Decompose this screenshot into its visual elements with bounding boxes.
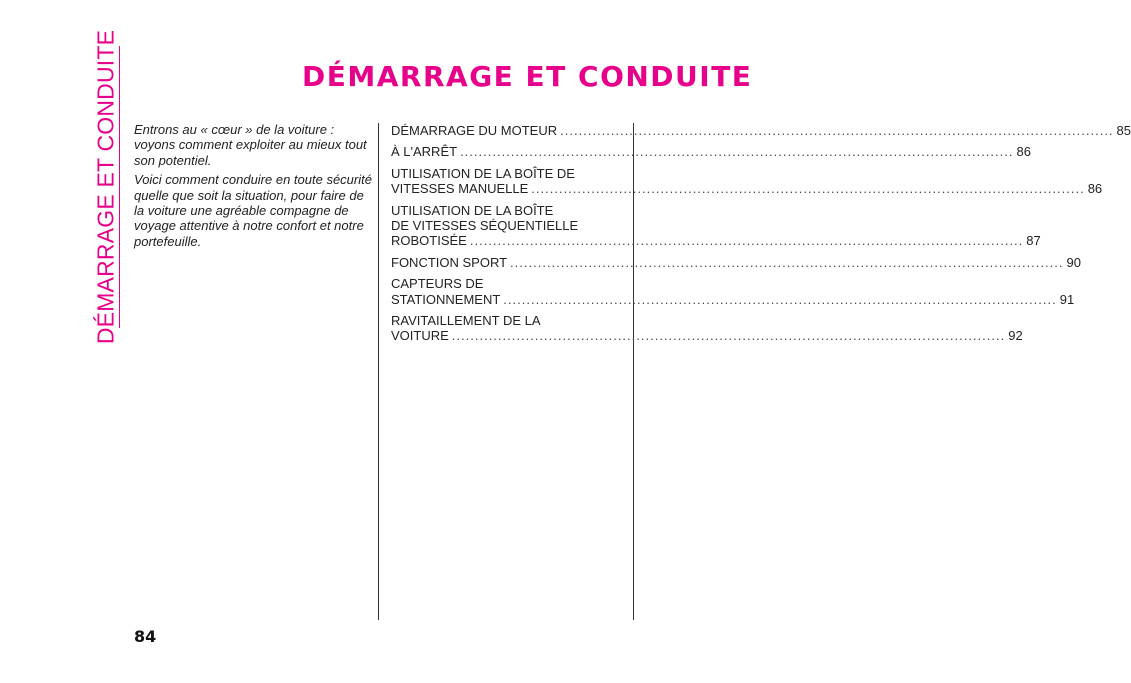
- toc-entry-title: DÉMARRAGE DU MOTEUR: [391, 123, 558, 138]
- toc-leader-dots: ........................................................................................................................: [531, 181, 1085, 197]
- side-section-tab: [92, 29, 120, 345]
- toc-leader-dots: ........................................................................................................................: [451, 328, 1006, 344]
- toc-entry[interactable]: [391, 123, 1131, 138]
- toc-entry-last-line: [391, 254, 1081, 270]
- toc-entry[interactable]: [391, 276, 1075, 307]
- toc-page-number: 86: [1016, 144, 1031, 160]
- toc-leader-dots: ........................................................................................................................: [560, 123, 1114, 138]
- intro-text: [134, 122, 374, 253]
- toc-entry[interactable]: [391, 313, 1023, 344]
- toc-entry[interactable]: [391, 144, 1031, 160]
- toc-entry-title-line: UTILISATION DE LA BOÎTE DE: [391, 165, 575, 181]
- toc-entry-title: FONCTION SPORT: [391, 254, 508, 270]
- side-section-label: DÉMARRAGE ET CONDUITE: [92, 29, 119, 345]
- page-number: 84: [134, 627, 157, 646]
- toc-page-number: 87: [1026, 233, 1041, 249]
- toc-entry-title-line: DE VITESSES SÉQUENTIELLE: [391, 218, 579, 234]
- intro-paragraph-2: Voici comment conduire en toute sécurité quelle que soit la situation, pour faire de la voiture une agréable compagne de voyage attentive à notre confort et notre portefeuille.: [134, 172, 372, 249]
- toc-entry[interactable]: [391, 202, 1041, 249]
- toc-page-number: 92: [1008, 328, 1023, 344]
- toc-entry[interactable]: [391, 165, 1103, 197]
- toc-entry-title: VITESSES MANUELLE: [391, 181, 529, 197]
- toc-page-number: 86: [1087, 181, 1103, 197]
- toc-leader-dots: ........................................................................................................................: [503, 291, 1057, 307]
- toc-entry-last-line: [391, 181, 1103, 197]
- toc-entry-last-line: [391, 123, 1131, 138]
- toc-leader-dots: ........................................................................................................................: [510, 254, 1064, 270]
- page-title: DÉMARRAGE ET CONDUITE: [302, 60, 753, 93]
- toc-entry-title-line: RAVITAILLEMENT DE LA: [391, 313, 541, 329]
- toc-entry-last-line: [391, 144, 1031, 160]
- toc-entry-title: À L'ARRÊT: [391, 144, 458, 160]
- toc-entry-title: ROBOTISÉE: [391, 233, 467, 249]
- column-divider-left: [378, 123, 379, 620]
- toc-entry-last-line: [391, 328, 1023, 344]
- toc-entry-title-line: UTILISATION DE LA BOÎTE: [391, 202, 554, 218]
- column-divider-right: [633, 123, 634, 620]
- toc-entry-title-line: CAPTEURS DE: [391, 276, 484, 292]
- toc-page-number: 85: [1116, 123, 1131, 138]
- table-of-contents: [391, 123, 1131, 350]
- intro-paragraph-1: Entrons au « cœur » de la voiture : voyons comment exploiter au mieux tout son potentiel.: [134, 122, 367, 168]
- toc-entry[interactable]: [391, 254, 1081, 270]
- toc-page-number: 91: [1059, 291, 1075, 307]
- toc-page-number: 90: [1066, 254, 1081, 270]
- toc-leader-dots: ........................................................................................................................: [469, 233, 1024, 249]
- toc-leader-dots: ........................................................................................................................: [460, 144, 1014, 160]
- toc-entry-last-line: [391, 291, 1075, 307]
- toc-entry-last-line: [391, 233, 1041, 249]
- toc-entry-title: STATIONNEMENT: [391, 291, 501, 307]
- toc-entry-title: VOITURE: [391, 328, 449, 344]
